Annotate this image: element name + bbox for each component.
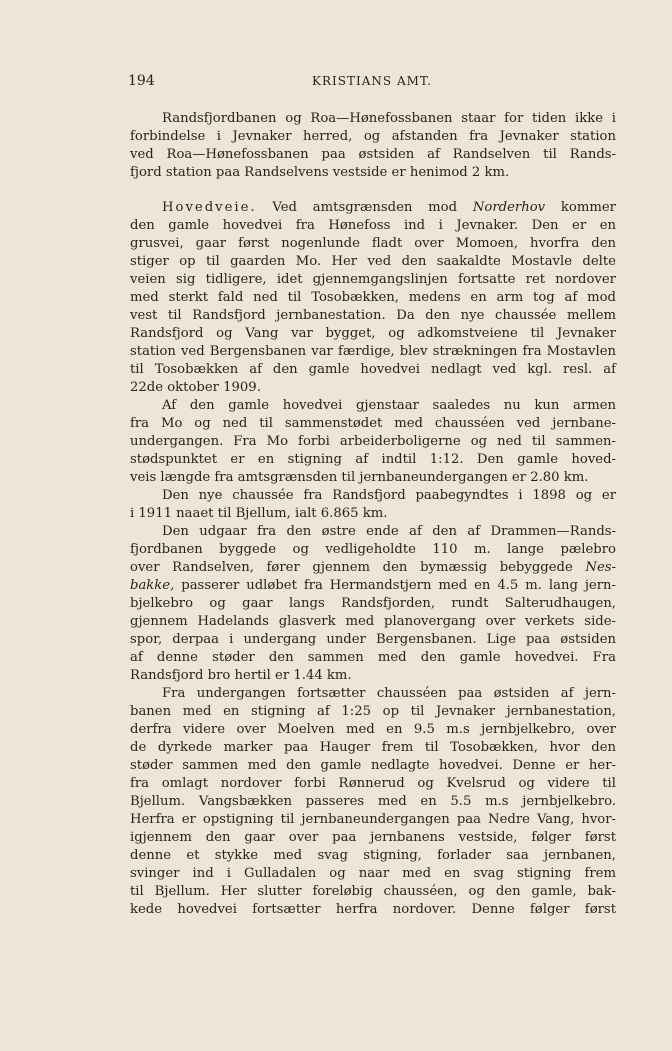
- text-line: de dyrkede marker paa Hauger frem til Tosobækken, hvor den: [130, 740, 616, 755]
- text-line: af denne støder den sammen med den gamle hovedvei. Fra: [130, 650, 616, 665]
- text-line: fjord station paa Randselvens vestside er henimod 2 km.: [130, 165, 510, 180]
- text-line: svinger ind i Gulladalen og naar med en svag stigning frem: [130, 866, 616, 881]
- place-name-italic: Nes-: [585, 560, 616, 575]
- text-line: Randsfjord bro hertil er 1.44 km.: [130, 668, 352, 683]
- text-line: forbindelse i Jevnaker herred, og afstanden fra Jevnaker station: [130, 129, 616, 144]
- text-line: veis længde fra amtsgrænsden til jernbaneundergangen er 2.80 km.: [130, 470, 589, 485]
- text-line: fra omlagt nordover forbi Rønnerud og Kvelsrud og videre til: [130, 776, 616, 791]
- text-line: Af den gamle hovedvei gjenstaar saaledes nu kun armen: [162, 398, 616, 413]
- text-line: 22de oktober 1909.: [130, 380, 261, 395]
- text-line: ved Roa—Hønefossbanen paa østsiden af Randselven til Rands-: [130, 147, 616, 162]
- text-line: spor, derpaa i undergang under Bergensbanen. Lige paa østsiden: [130, 632, 616, 647]
- text-line: derfra videre over Moelven med en 9.5 m.s jernbjelkebro, over: [130, 722, 616, 737]
- text-line: undergangen. Fra Mo forbi arbeiderboligerne og ned til sammen-: [130, 434, 616, 449]
- place-name-italic: bakke,: [130, 578, 175, 593]
- text-line: Fra undergangen fortsætter chausséen paa østsiden af jern-: [162, 686, 616, 701]
- text-line: Hovedveie. Ved amtsgrænsden mod Norderhov kommer: [162, 200, 616, 215]
- page-number: 194: [128, 73, 155, 89]
- text-line: i 1911 naaet til Bjellum, ialt 6.865 km.: [130, 506, 388, 521]
- text-line: Den udgaar fra den østre ende af den af Drammen—Rands-: [162, 524, 616, 539]
- place-name-italic: Norderhov: [472, 200, 546, 215]
- section-heading: Hovedveie.: [162, 200, 257, 215]
- text-line: grusvei, gaar først nogenlunde fladt over Momoen, hvorfra den: [130, 236, 616, 251]
- text-line: vest til Randsfjord jernbanestation. Da den nye chaussée mellem: [130, 308, 616, 323]
- page-header: [128, 73, 616, 93]
- text-line: igjennem den gaar over paa jernbanens vestside, følger først: [130, 830, 616, 845]
- text-line: over Randselven, fører gjennem den bymæssig bebyggede Nes-: [130, 560, 616, 575]
- text-line: fra Mo og ned til sammenstødet med chausséen ved jernbane-: [130, 416, 616, 431]
- text-line: med sterkt fald ned til Tosobækken, medens en arm tog af mod: [130, 290, 616, 305]
- text-line: Den nye chaussée fra Randsfjord paabegyndtes i 1898 og er: [162, 488, 616, 503]
- text-line: Randsfjord og Vang var bygget, og adkomstveiene til Jevnaker: [130, 326, 616, 341]
- text-line: Herfra er opstigning til jernbaneundergangen paa Nedre Vang, hvor-: [130, 812, 616, 827]
- text-line: til Bjellum. Her slutter foreløbig chausséen, og den gamle, bak-: [130, 884, 616, 899]
- text-line: den gamle hovedvei fra Hønefoss ind i Jevnaker. Den er en: [130, 218, 616, 233]
- text-line: bakke, passerer udløbet fra Hermandstjern med en 4.5 m. lang jern-: [130, 578, 616, 593]
- text-line: station ved Bergensbanen var færdige, blev strækningen fra Mostavlen: [130, 344, 616, 359]
- text-line: banen med en stigning af 1:25 op til Jevnaker jernbanestation,: [130, 704, 616, 719]
- text-line: veien sig tidligere, idet gjennemgangslinjen fortsatte ret nordover: [130, 272, 616, 287]
- text-line: til Tosobækken af den gamle hovedvei nedlagt ved kgl. resl. af: [130, 362, 616, 377]
- text-line: støder sammen med den gamle nedlagte hovedvei. Denne er her-: [130, 758, 616, 773]
- text-line: gjennem Hadelands glasverk med planovergang over verkets side-: [130, 614, 616, 629]
- text-line: Bjellum. Vangsbækken passeres med en 5.5 m.s jernbjelkebro.: [130, 794, 616, 809]
- text-line: kede hovedvei fortsætter herfra nordover. Denne følger først: [130, 902, 616, 917]
- text-line: Randsfjordbanen og Roa—Hønefossbanen staar for tiden ikke i: [162, 111, 616, 126]
- text-line: stiger op til gaarden Mo. Her ved den saakaldte Mostavle delte: [130, 254, 616, 269]
- text-line: bjelkebro og gaar langs Randsfjorden, rundt Salterudhaugen,: [130, 596, 616, 611]
- text-line: fjordbanen byggede og vedligeholdte 110 m. lange pælebro: [130, 542, 616, 557]
- text-line: stødspunktet er en stigning af indtil 1:12. Den gamle hoved-: [130, 452, 616, 467]
- text-line: denne et stykke med svag stigning, forlader saa jernbanen,: [130, 848, 616, 863]
- running-title: KRISTIANS AMT.: [312, 74, 432, 88]
